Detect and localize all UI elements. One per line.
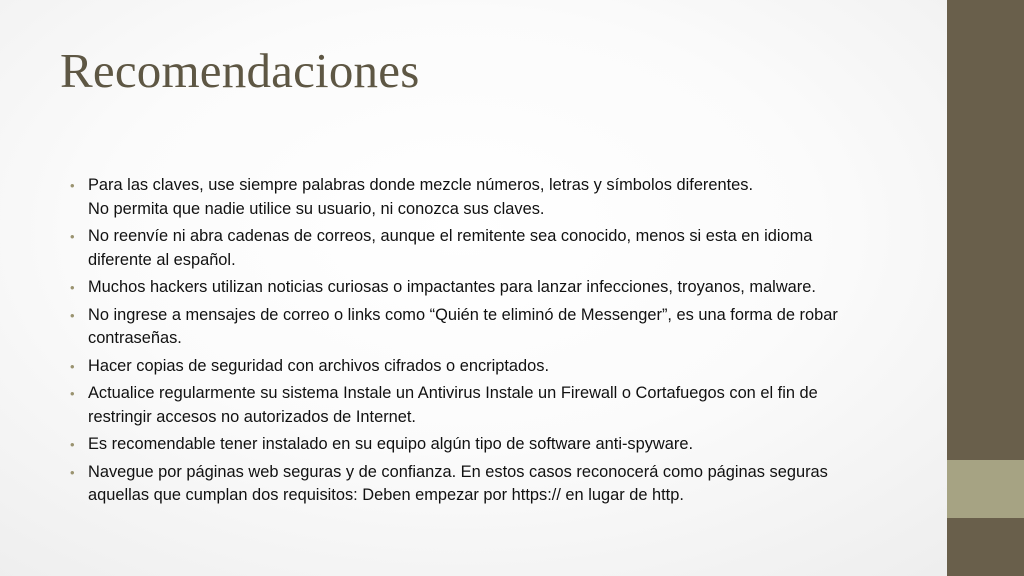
bullet-line: Navegue por páginas web seguras y de confianza. En estos casos reconocerá como páginas seguras [88,462,828,481]
bullet-line: No permita que nadie utilice su usuario, ni conozca sus claves. [88,199,545,218]
bullet-icon: • [70,178,75,193]
bullet-line: Es recomendable tener instalado en su equipo algún tipo de software anti-spyware. [88,435,694,453]
bullet-line: Hacer copias de seguridad con archivos cifrados o encriptados. [88,356,550,375]
bullet-line: restringir accesos no autorizados de Internet. [88,407,416,426]
bullet-icon: • [70,280,75,295]
bullet-list [70,174,915,512]
bullet-icon: • [70,307,75,323]
bullet-line: diferente al español. [88,250,236,269]
bullet-icon: • [70,464,75,480]
list-item [70,225,915,272]
list-item [70,304,915,351]
side-decoration-accent [947,460,1024,518]
bullet-line: Muchos hackers utilizan noticias curiosas o impactantes para lanzar infecciones, troyanos, malware. [88,278,816,296]
list-item [70,174,915,221]
list-item [70,382,915,429]
list-item [70,355,915,379]
slide-title: Recomendaciones [60,43,420,98]
bullet-line: contraseñas. [88,329,182,347]
bullet-line: No ingrese a mensajes de correo o links como “Quién te eliminó de Messenger”, es una forma de robar [88,305,838,324]
bullet-icon: • [70,229,75,244]
bullet-line: No reenvíe ni abra cadenas de correos, aunque el remitente sea conocido, menos si esta en idioma [88,227,813,245]
list-item [70,461,915,508]
list-item [70,276,915,300]
bullet-line: Actualice regularmente su sistema Instale un Antivirus Instale un Firewall o Cortafuegos con el fin de [88,384,818,402]
bullet-icon: • [70,437,75,452]
side-decoration-bar [947,0,1024,576]
bullet-line: Para las claves, use siempre palabras donde mezcle números, letras y símbolos diferentes. [88,176,754,194]
bullet-icon: • [70,358,75,374]
bullet-icon: • [70,386,75,401]
bullet-line: aquellas que cumplan dos requisitos: Deben empezar por https:// en lugar de http. [88,486,684,504]
list-item [70,433,915,457]
